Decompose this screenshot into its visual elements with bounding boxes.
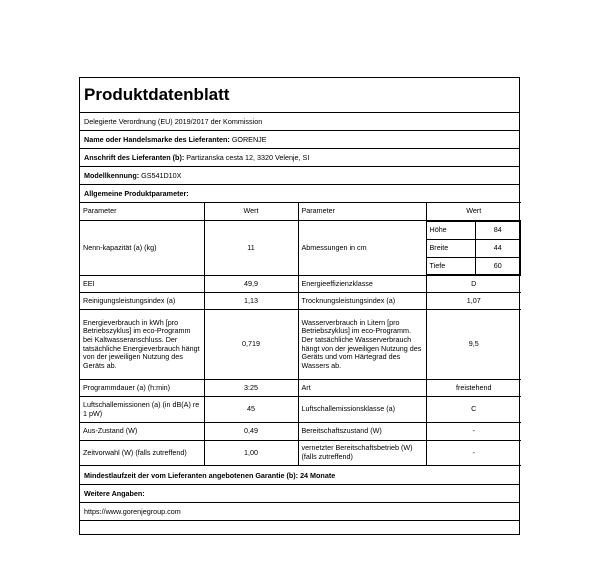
header-value-1: Wert bbox=[204, 203, 298, 221]
warranty-row bbox=[80, 466, 519, 484]
model-value: GS541D10X bbox=[141, 171, 182, 180]
table-row bbox=[80, 276, 521, 293]
row-value: 9,5 bbox=[426, 310, 521, 380]
row-label: vernetzter Bereitschaftsbetrieb (W) (falls zutreffend) bbox=[298, 441, 426, 466]
model-label: Modellkennung: bbox=[84, 171, 140, 180]
row-value: D bbox=[426, 276, 521, 293]
height-value: 84 bbox=[475, 222, 521, 240]
row-label: Bereitschaftszustand (W) bbox=[298, 423, 426, 441]
row-label: Luftschallemissionsklasse (a) bbox=[298, 397, 426, 423]
capacity-value: 11 bbox=[204, 221, 298, 276]
table-header-row bbox=[80, 203, 521, 221]
row-label: Aus-Zustand (W) bbox=[80, 423, 204, 441]
dimensions-cell bbox=[426, 221, 521, 276]
more-info-url[interactable]: https://www.gorenjegroup.com bbox=[80, 502, 519, 520]
row-label: Art bbox=[298, 380, 426, 397]
header-value-2: Wert bbox=[426, 203, 521, 221]
address-row bbox=[80, 148, 519, 166]
row-value: 3:25 bbox=[204, 380, 298, 397]
row-value: C bbox=[426, 397, 521, 423]
supplier-label: Name oder Handelsmarke des Lieferanten: bbox=[84, 135, 230, 144]
table-row bbox=[80, 397, 521, 423]
row-label: Luftschallemissionen (a) (in dB(A) re 1 pW) bbox=[80, 397, 204, 423]
row-label: Energieeffizienzklasse bbox=[298, 276, 426, 293]
row-label: Wasserverbrauch in Litern [pro Betriebszyklus] im eco-Programm. Der tatsächliche Wasserverbrauch hängt von der jeweiligen Nutzung des Geräts und vom Härtegrad des Wassers ab. bbox=[298, 310, 426, 380]
header-param-1: Parameter bbox=[80, 203, 204, 221]
dimensions-subtable bbox=[427, 221, 522, 275]
general-params-label: Allgemeine Produktparameter: bbox=[80, 184, 519, 202]
warranty-value: 24 Monate bbox=[300, 470, 336, 480]
height-label: Höhe bbox=[427, 222, 476, 240]
empty-footer-row bbox=[80, 520, 519, 534]
parameter-table bbox=[80, 202, 521, 466]
row-label: Energieverbrauch in kWh [pro Betriebszyklus] im eco-Programm bei Kaltwasseranschluss. Der tatsächliche Energieverbrauch hängt von der jeweiligen Nutzung des Geräts ab. bbox=[80, 310, 204, 380]
row-label: Programmdauer (a) (h:min) bbox=[80, 380, 204, 397]
row-value: - bbox=[426, 441, 521, 466]
row-label: Zeitvorwahl (W) (falls zutreffend) bbox=[80, 441, 204, 466]
table-row bbox=[80, 293, 521, 310]
width-label: Breite bbox=[427, 240, 476, 258]
table-row bbox=[80, 423, 521, 441]
table-row bbox=[80, 221, 521, 276]
row-value: freistehend bbox=[426, 380, 521, 397]
table-row bbox=[80, 310, 521, 380]
row-value: 49,9 bbox=[204, 276, 298, 293]
product-data-sheet bbox=[79, 77, 520, 535]
table-row bbox=[80, 441, 521, 466]
dimensions-label: Abmessungen in cm bbox=[298, 221, 426, 276]
more-info-label: Weitere Angaben: bbox=[80, 484, 519, 502]
header-param-2: Parameter bbox=[298, 203, 426, 221]
regulation-text: Delegierte Verordnung (EU) 2019/2017 der Kommission bbox=[80, 112, 519, 130]
row-label: Reinigungsleistungsindex (a) bbox=[80, 293, 204, 310]
row-value: 0,49 bbox=[204, 423, 298, 441]
supplier-row bbox=[80, 130, 519, 148]
table-row bbox=[80, 380, 521, 397]
sheet-title: Produktdatenblatt bbox=[84, 85, 230, 104]
row-value: 1,00 bbox=[204, 441, 298, 466]
depth-value: 60 bbox=[475, 258, 521, 275]
depth-label: Tiefe bbox=[427, 258, 476, 275]
capacity-label: Nenn-kapazität (a) (kg) bbox=[80, 221, 204, 276]
row-value: 1,13 bbox=[204, 293, 298, 310]
row-value: 0,719 bbox=[204, 310, 298, 380]
row-label: EEI bbox=[80, 276, 204, 293]
row-value: 45 bbox=[204, 397, 298, 423]
address-value: Partizanska cesta 12, 3320 Velenje, SI bbox=[186, 153, 310, 162]
supplier-value: GORENJE bbox=[231, 135, 267, 144]
width-value: 44 bbox=[475, 240, 521, 258]
warranty-label: Mindestlaufzeit der vom Lieferanten angebotenen Garantie (b): bbox=[84, 470, 299, 480]
row-label: Trocknungsleistungsindex (a) bbox=[298, 293, 426, 310]
address-label: Anschrift des Lieferanten (b): bbox=[84, 153, 185, 162]
row-value: 1,07 bbox=[426, 293, 521, 310]
row-value: - bbox=[426, 423, 521, 441]
model-row bbox=[80, 166, 519, 184]
